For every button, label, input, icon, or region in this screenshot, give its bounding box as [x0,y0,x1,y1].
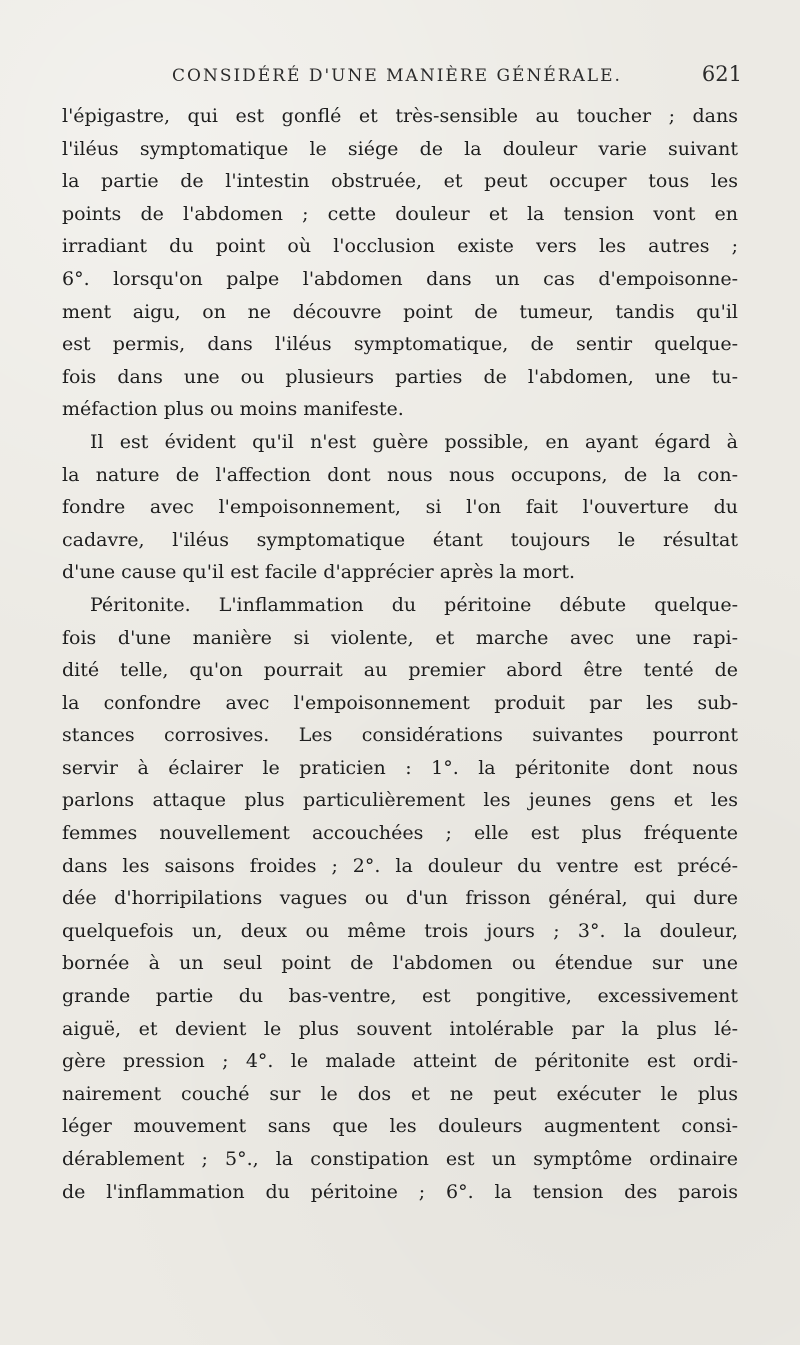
text-line: fois d'une manière si violente, et marche avec une rapi- [62,626,738,649]
text-line: aiguë, et devient le plus souvent intolérable par la plus lé- [62,1017,738,1040]
text-line: bornée à un seul point de l'abdomen ou étendue sur une [62,952,738,975]
text-line: cadavre, l'iléus symptomatique étant toujours le résultat [62,528,738,551]
text-line: fondre avec l'empoisonnement, si l'on fait l'ouverture du [62,496,738,519]
running-title: CONSIDÉRÉ D'UNE MANIÈRE GÉNÉRALE. [172,66,622,86]
text-line: ment aigu, on ne découvre point de tumeur, tandis qu'il [62,300,738,323]
text-line: d'une cause qu'il est facile d'apprécier après la mort. [62,561,576,584]
body-text [62,100,738,1208]
text-line: léger mouvement sans que les douleurs augmentent consi- [62,1115,738,1138]
text-line: l'épigastre, qui est gonflé et très-sensible au toucher ; dans [62,105,738,127]
running-head [172,62,742,92]
text-line: Péritonite. L'inflammation du péritoine débute quelque- [90,593,738,616]
text-line: méfaction plus ou moins manifeste. [62,398,404,421]
text-line: femmes nouvellement accouchées ; elle est plus fréquente [62,822,738,845]
text-line: stances corrosives. Les considérations suivantes pourront [62,724,738,747]
text-line: quelquefois un, deux ou même trois jours ; 3°. la douleur, [62,919,738,942]
text-line: la partie de l'intestin obstruée, et peut occuper tous les [62,170,738,193]
text-line: 6°. lorsqu'on palpe l'abdomen dans un cas d'empoisonne- [62,267,738,290]
text-line: servir à éclairer le praticien : 1°. la péritonite dont nous [62,756,738,779]
text-line: la nature de l'affection dont nous nous occupons, de la con- [62,463,738,486]
text-line: dérablement ; 5°., la constipation est un symptôme ordinaire [62,1148,738,1170]
text-line: irradiant du point où l'occlusion existe vers les autres ; [62,235,738,258]
text-line: dité telle, qu'on pourrait au premier abord être tenté de [62,659,738,682]
text-line: dans les saisons froides ; 2°. la douleur du ventre est précé- [62,854,738,877]
text-line: parlons attaque plus particulièrement les jeunes gens et les [62,789,738,812]
text-line: fois dans une ou plusieurs parties de l'abdomen, une tu- [62,365,738,388]
text-line: de l'inflammation du péritoine ; 6°. la tension des parois [62,1180,738,1203]
text-line: nairement couché sur le dos et ne peut exécuter le plus [62,1082,738,1105]
page-number: 621 [701,62,742,86]
text-line: grande partie du bas-ventre, est pongitive, excessivement [62,985,738,1008]
text-line: l'iléus symptomatique le siége de la douleur varie suivant [62,137,738,160]
text-line: gère pression ; 4°. le malade atteint de péritonite est ordi- [62,1050,738,1073]
text-line: la confondre avec l'empoisonnement produit par les sub- [62,691,738,714]
text-line: dée d'horripilations vagues ou d'un frisson général, qui dure [62,887,738,910]
text-line: est permis, dans l'iléus symptomatique, de sentir quelque- [62,333,738,356]
text-line: Il est évident qu'il n'est guère possible, en ayant égard à [90,430,738,453]
text-line: points de l'abdomen ; cette douleur et la tension vont en [62,202,738,225]
